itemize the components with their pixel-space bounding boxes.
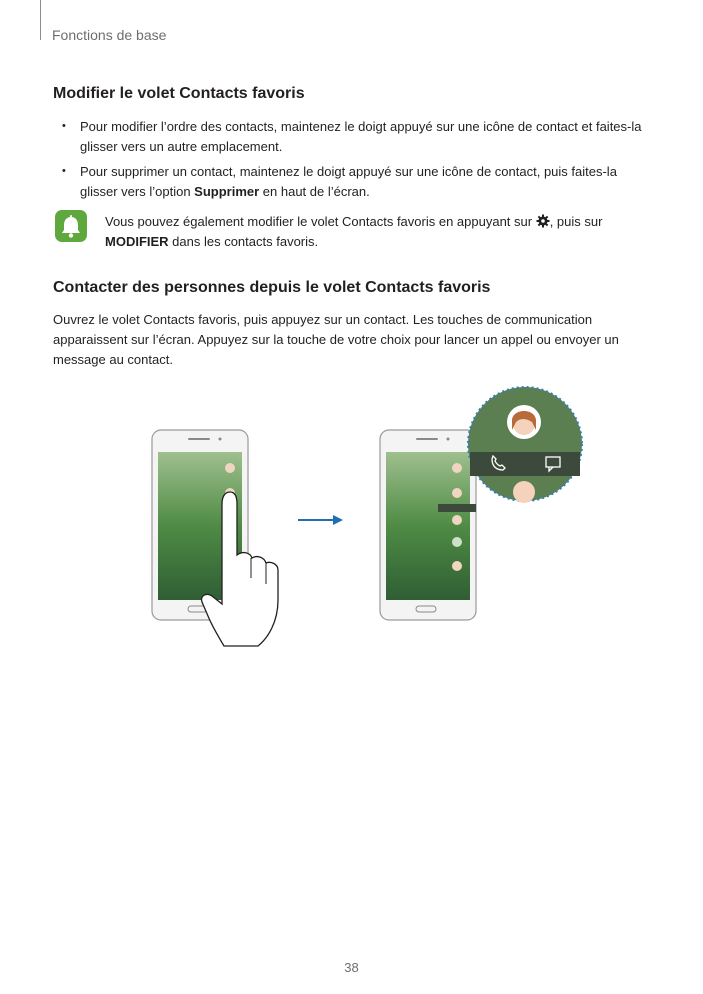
body-paragraph: Ouvrez le volet Contacts favoris, puis appuyez sur un contact. Les touches de communication apparaissent sur l’écran. Appuyez sur la touche de votre choix pour lancer un appel ou envoyer un message au contact. (53, 312, 619, 367)
phone-right (380, 430, 476, 620)
phone-illustration (140, 380, 600, 650)
bullet-text-end: en haut de l’écran. (259, 184, 370, 199)
bold-term: Supprimer (194, 184, 260, 199)
list-item (62, 117, 652, 157)
section-title: Contacter des personnes depuis le volet Contacts favoris (53, 279, 491, 296)
page-number: 38 (344, 960, 359, 975)
bullet-dot: • (62, 165, 66, 177)
arrow-icon (298, 515, 343, 525)
header-rule (40, 0, 41, 40)
bullet-dot: • (62, 120, 66, 132)
section-header: Fonctions de base (52, 27, 167, 43)
bullet-list (62, 117, 652, 207)
note-icon (55, 210, 87, 242)
bullet-text: Pour supprimer un contact, maintenez le doigt appuyé sur une icône de contact, puis faites-la glisser vers l’option (80, 164, 617, 199)
gear-icon (536, 214, 550, 228)
note-text: Vous pouvez également modifier le volet Contacts favoris en appuyant sur , puis sur MODIFIER dans les contacts favoris. (105, 214, 603, 249)
bold-term: MODIFIER (105, 234, 169, 249)
list-item (62, 162, 652, 202)
zoom-bubble (468, 387, 582, 503)
section-title: Modifier le volet Contacts favoris (53, 85, 305, 102)
bullet-text: Pour modifier l’ordre des contacts, maintenez le doigt appuyé sur une icône de contact et faites-la glisser vers un autre emplacement. (80, 119, 642, 154)
bell-icon (55, 210, 87, 242)
